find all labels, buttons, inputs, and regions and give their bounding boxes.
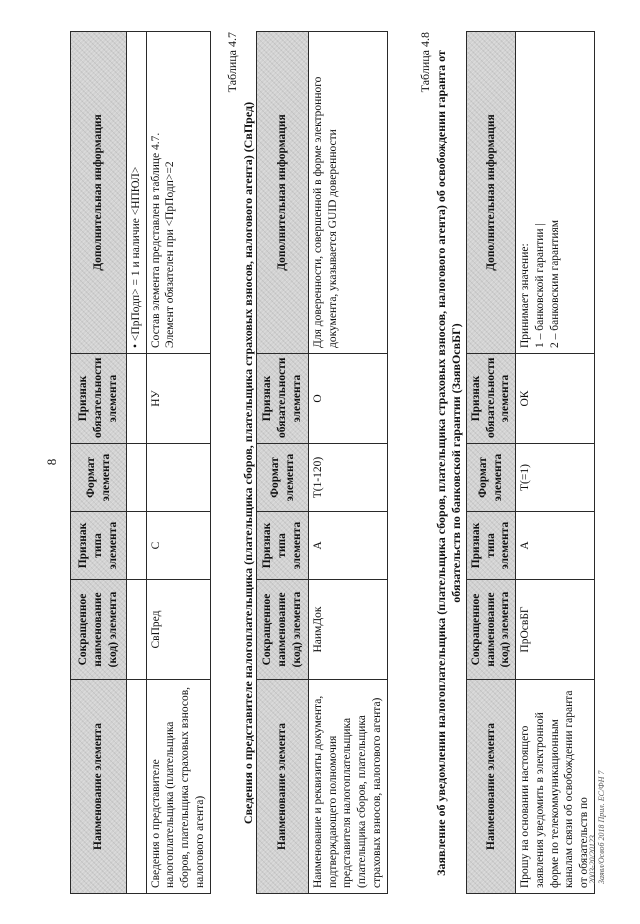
header-format: Формат элемента — [257, 444, 309, 512]
cell-format: T(1-120) — [309, 444, 388, 512]
header-type: Признак типа элемента — [257, 512, 309, 580]
header-name: Наименование элемента — [467, 680, 516, 894]
table-label: Таблица 4.7 — [225, 32, 239, 93]
cell-type: А — [516, 512, 595, 580]
stamp-line: Заявл/Освоб 2018 Прил. ЕС/ФН 7 — [597, 770, 607, 884]
header-info: Дополнительная информация — [71, 32, 127, 354]
info-option: 2 – банковским гарантиям — [548, 219, 561, 348]
cell-info — [516, 32, 595, 354]
table-header-row — [257, 32, 309, 894]
header-format: Формат элемента — [71, 444, 127, 512]
cell-info: Для доверенности, совершенной в форме электронного документа, указывается GUID доверенности — [309, 32, 388, 354]
cell-info: Состав элемента представлен в таблице 4.7. Элемент обязателен при <ПрПодп>=2 — [146, 32, 210, 354]
header-name: Наименование элемента — [257, 680, 309, 894]
table-row — [146, 32, 210, 894]
table-label: Таблица 4.8 — [418, 32, 432, 93]
table-header-row — [467, 32, 516, 894]
table-row — [127, 32, 147, 894]
header-code: Сокращенное наименование (код) элемента — [71, 580, 127, 680]
header-format: Формат элемента — [467, 444, 516, 512]
document-stamp — [588, 724, 606, 884]
header-info: Дополнительная информация — [257, 32, 309, 354]
cell-mandatory: О — [309, 354, 388, 444]
cell-name: Прошу на основании настоящего заявления уведомить в электронной форме по телекоммуникационным каналам связи об освобождении гаранта от обязательств по — [516, 680, 595, 894]
cell-format — [146, 444, 210, 512]
header-type: Признак типа элемента — [71, 512, 127, 580]
cell-type: А — [309, 512, 388, 580]
table-4-7 — [256, 31, 388, 894]
info-intro: Принимает значение: — [519, 243, 532, 348]
cell-mandatory: НУ — [146, 354, 210, 444]
table-row — [516, 32, 595, 894]
table-row — [309, 32, 388, 894]
page-number: 8 — [44, 458, 59, 466]
header-mandatory: Признак обязательности элемента — [257, 354, 309, 444]
cell-code: ПрОсвБГ — [516, 580, 595, 680]
header-info: Дополнительная информация — [467, 32, 516, 354]
table-caption: Сведения о представителе налогоплательщика (плательщика сборов, плательщика страховых взносов, налогового агента) (СвПред) — [241, 101, 255, 825]
cell-format: T(=1) — [516, 444, 595, 512]
cell-mandatory: ОК — [516, 354, 595, 444]
header-mandatory: Признак обязательности элемента — [71, 354, 127, 444]
info-option: 1 – банковской гарантии | — [533, 223, 546, 348]
cell-code: СвПред — [146, 580, 210, 680]
cell-type: С — [146, 512, 210, 580]
cell-code: НаимДок — [309, 580, 388, 680]
cell-info: • <ПрПодп> = 1 и наличие <НПЮЛ> — [127, 32, 147, 354]
cell-name: Наименование и реквизиты документа, подтверждающего полномочия представителя налогоплательщика (плательщика сборов, плательщика страховых взносов, налогового агента) — [309, 680, 388, 894]
header-code: Сокращенное наименование (код) элемента — [467, 580, 516, 680]
stamp-line: 2003-20/20123 — [588, 835, 597, 884]
header-code: Сокращенное наименование (код) элемента — [257, 580, 309, 680]
table-header-row — [71, 32, 127, 894]
header-name: Наименование элемента — [71, 680, 127, 894]
table-continuation — [70, 31, 211, 894]
header-mandatory: Признак обязательности элемента — [467, 354, 516, 444]
header-type: Признак типа элемента — [467, 512, 516, 580]
table-4-8 — [466, 31, 595, 894]
cell-name: Сведения о представителе налогоплательщика (плательщика сборов, плательщика страховых взносов, налогового агента) — [146, 680, 210, 894]
table-caption: Заявление об уведомлении налогоплательщика (плательщика сборов, плательщика страховых взносов, налогового агента) об освобождении гаранта от обязательств по банковской гарантии (ЗаявОсвБГ) — [434, 50, 463, 876]
